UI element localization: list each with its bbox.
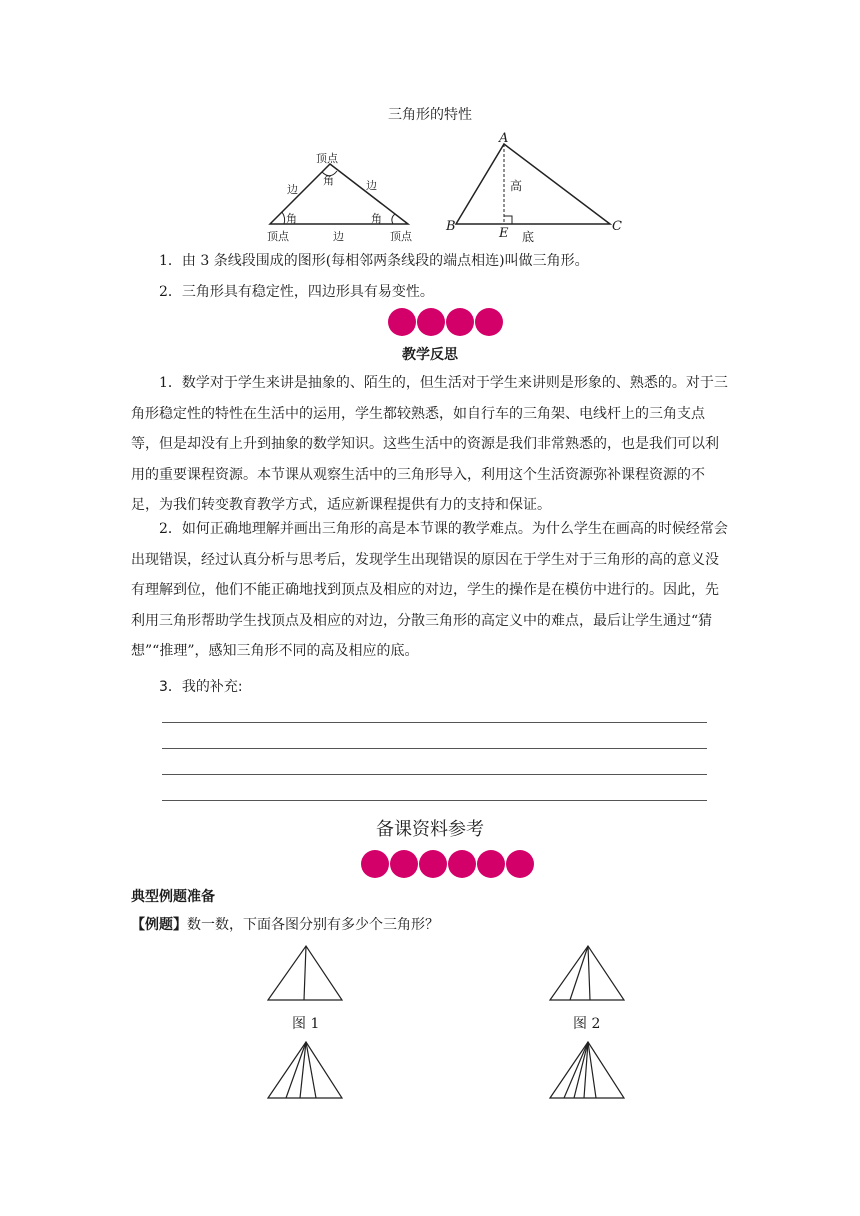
reflection-paragraph-2: 2．如何正确地理解并画出三角形的高是本节课的教学难点。为什么学生在画高的时候经常会出现错误，经过认真分析与思考后，发现学生出现错误的原因在于学生对于三角形的高的意义没有理解到位，他们不能正确地找到顶点及相应的对边，学生的操作是在模仿中进行的。因此，先利用三角形帮助学生找顶点及相应的对边，分散三角形的高定义中的难点，最后让学生通过“猜想”“推理”，感知三角形不同的高及相应的底。 <box>131 521 728 659</box>
label-edge-right: 边 <box>366 179 377 192</box>
point-1: 1．由 3 条线段围成的图形(每相邻两条线段的端点相连)叫做三角形。 <box>159 253 589 269</box>
label-edge-bottom: 边 <box>333 230 344 243</box>
dot <box>361 850 389 878</box>
label-height: 高 <box>510 179 523 193</box>
section-title: 三角形的特性 <box>388 107 472 123</box>
example-tag: 【例题】 <box>131 917 187 933</box>
answer-line[interactable] <box>162 800 707 801</box>
dot <box>446 308 474 336</box>
dot <box>448 850 476 878</box>
dot <box>388 308 416 336</box>
label-point-b: B <box>446 219 456 234</box>
decorative-dots-1 <box>388 308 503 336</box>
decorative-dots-2 <box>361 850 534 878</box>
dot <box>390 850 418 878</box>
answer-line[interactable] <box>162 774 707 775</box>
label-base: 底 <box>522 230 535 244</box>
dot <box>506 850 534 878</box>
dot <box>475 308 503 336</box>
label-vertex-right: 顶点 <box>390 230 412 243</box>
label-angle-top: 角 <box>323 174 334 187</box>
figure-3 <box>264 1038 346 1102</box>
dot <box>417 308 445 336</box>
reflection-title: 教学反思 <box>402 347 458 363</box>
supplement-label: 3．我的补充: <box>159 679 243 695</box>
label-point-c: C <box>612 219 622 234</box>
triangle-height-diagram <box>440 130 640 240</box>
label-angle-left: 角 <box>286 212 297 225</box>
figure-2-caption: 图 2 <box>573 1016 601 1032</box>
dot <box>419 850 447 878</box>
figure-2 <box>546 942 628 1004</box>
point-2: 2．三角形具有稳定性，四边形具有易变性。 <box>159 284 434 300</box>
figure-4 <box>546 1038 628 1102</box>
example-heading: 典型例题准备 <box>131 889 215 905</box>
figure-1 <box>264 942 346 1004</box>
label-edge-left: 边 <box>287 183 298 196</box>
label-point-a: A <box>499 131 509 146</box>
answer-line[interactable] <box>162 722 707 723</box>
label-vertex-top: 顶点 <box>316 152 338 165</box>
figure-1-caption: 图 1 <box>292 1016 320 1032</box>
example-question <box>131 914 439 934</box>
label-angle-right: 角 <box>371 212 382 225</box>
example-text: 数一数，下面各图分别有多少个三角形？ <box>187 917 439 933</box>
answer-line[interactable] <box>162 748 707 749</box>
label-point-e: E <box>499 226 509 241</box>
reflection-paragraph-1: 1．数学对于学生来讲是抽象的、陌生的，但生活对于学生来讲则是形象的、熟悉的。对于三角形稳定性的特性在生活中的运用，学生都较熟悉，如自行车的三角架、电线杆上的三角支点等，但是却没有上升到抽象的数学知识。这些生活中的资源是我们非常熟悉的，也是我们可以利用的重要课程资源。本节课从观察生活中的三角形导入，利用这个生活资源弥补课程资源的不足，为我们转变教育教学方式，适应新课程提供有力的支持和保证。 <box>131 375 728 513</box>
label-vertex-left: 顶点 <box>267 230 289 243</box>
dot <box>477 850 505 878</box>
reference-title: 备课资料参考 <box>376 819 484 840</box>
